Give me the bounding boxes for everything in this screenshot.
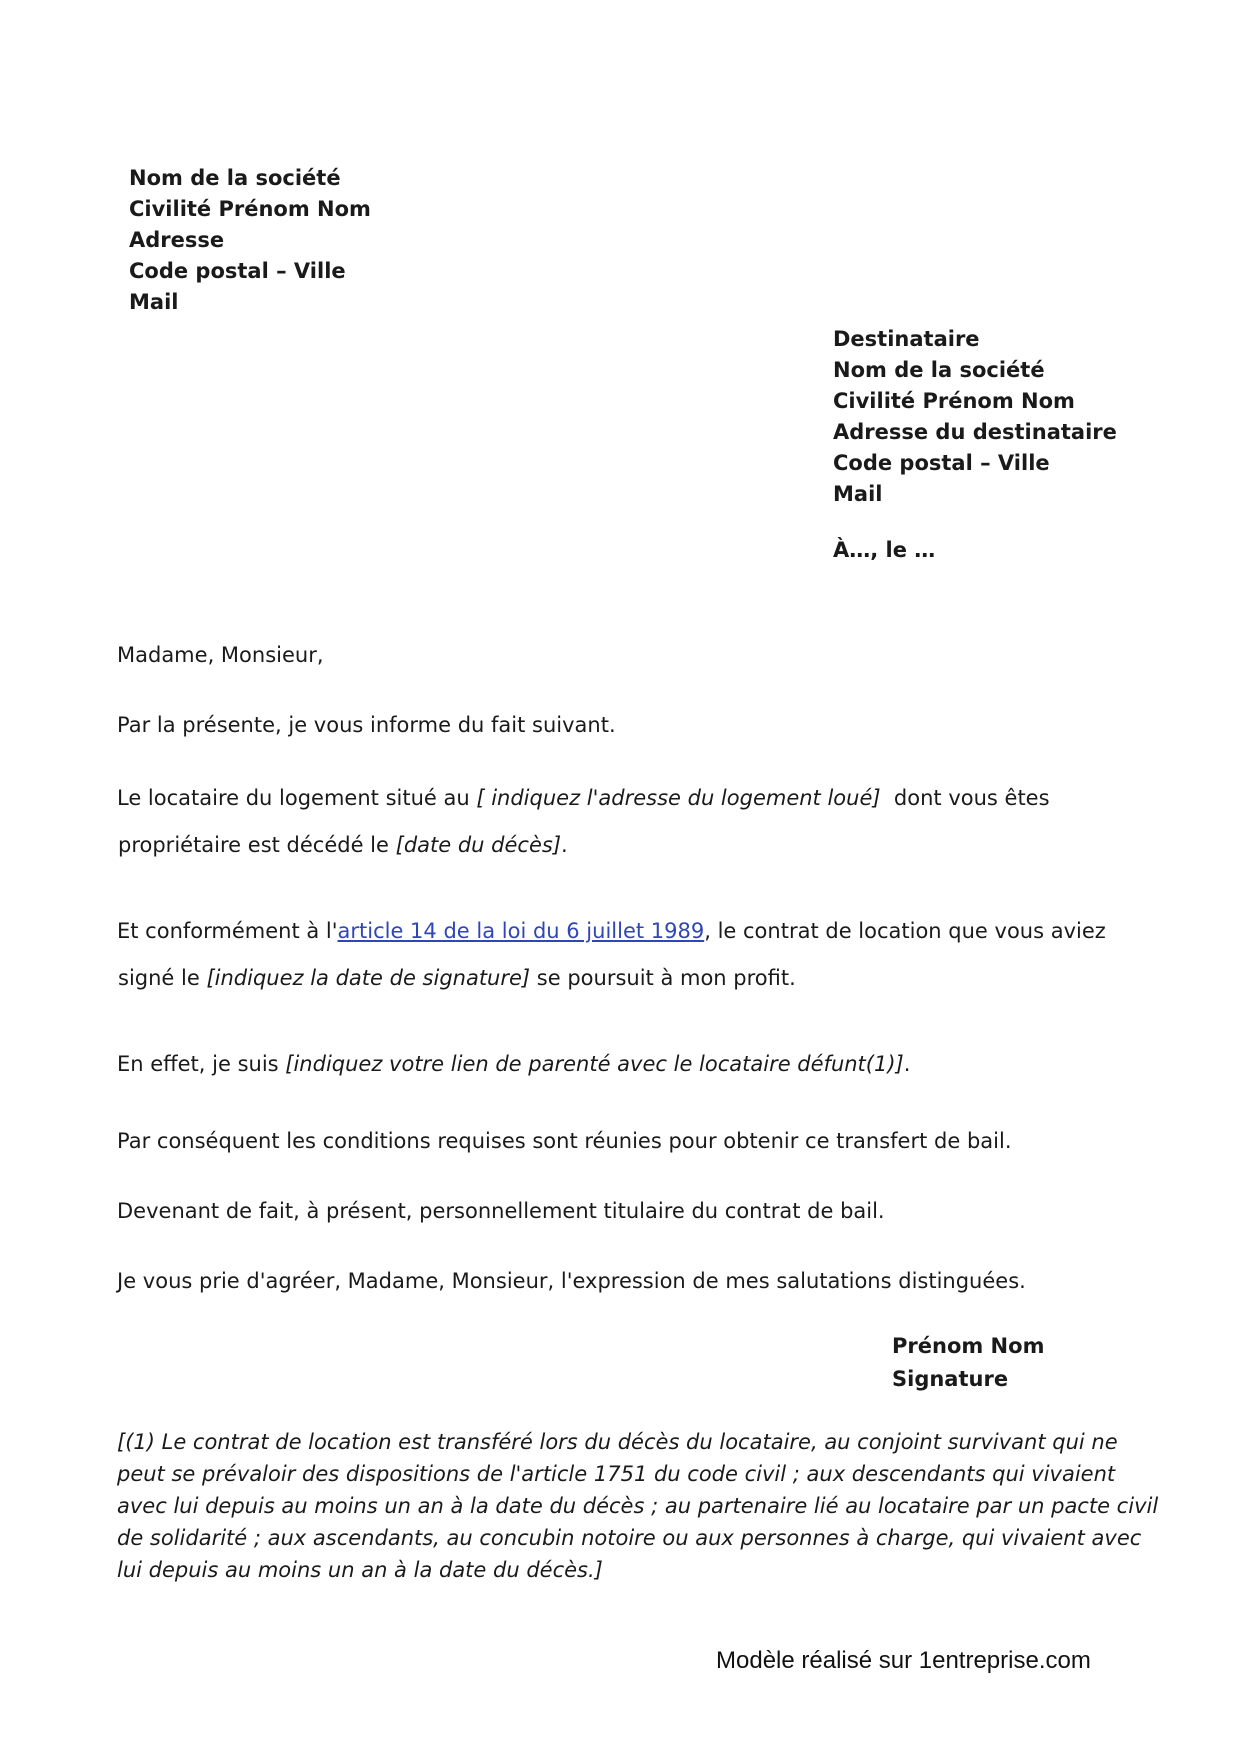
footnote-line: peut se prévaloir des dispositions de l'article 1751 du code civil ; aux descendants qui vivaient [117,1462,1116,1486]
sender-mail: Mail [129,290,179,314]
text: propriétaire est décédé le [118,833,396,857]
paragraph-law-line1 [117,916,1117,946]
recipient-company: Nom de la société [833,358,1045,382]
footnote [117,1426,1159,1586]
sender-company: Nom de la société [129,166,341,190]
place-date: À…, le … [833,538,936,562]
paragraph-law-line2 [117,963,1118,993]
paragraph-tenant-line2 [117,830,1118,860]
recipient-name: Civilité Prénom Nom [833,389,1075,413]
placeholder-signature-date: [indiquez la date de signature] [206,966,531,990]
paragraph-relation [117,1049,1117,1079]
law-article-link[interactable]: article 14 de la loi du 6 juillet 1989 [337,919,705,943]
paragraph-holder: Devenant de fait, à présent, personnellement titulaire du contrat de bail. [117,1199,885,1223]
footnote-line: de solidarité ; aux ascendants, au concubin notoire ou aux personnes à charge, qui vivaient avec [117,1526,1142,1550]
sender-block [129,163,371,318]
signature-name: Prénom Nom [892,1334,1045,1358]
text: , le contrat de location que vous aviez [704,919,1106,943]
text: . [561,833,568,857]
sender-postal-city: Code postal – Ville [129,259,346,283]
footnote-line: lui depuis au moins un an à la date du décès.] [117,1558,603,1582]
paragraph-tenant-line1 [117,783,1117,813]
paragraph-conditions: Par conséquent les conditions requises sont réunies pour obtenir ce transfert de bail. [117,1129,1012,1153]
placeholder-address: [ indiquez l'adresse du logement loué] [476,786,881,810]
recipient-label: Destinataire [833,327,980,351]
recipient-postal-city: Code postal – Ville [833,451,1050,475]
placeholder-relation: [indiquez votre lien de parenté avec le locataire défunt(1)] [285,1052,904,1076]
text: En effet, je suis [117,1052,286,1076]
text: . [903,1052,911,1076]
text: Le locataire du logement situé au [117,786,477,810]
text: Et conformément à l' [117,919,338,943]
footnote-line: [(1) Le contrat de location est transféré lors du décès du locataire, au conjoint survivant qui ne [117,1430,1118,1454]
text: se poursuit à mon profit. [530,966,796,990]
salutation: Madame, Monsieur, [117,643,324,667]
credit-text: Modèle réalisé sur 1entreprise.com [716,1647,1091,1674]
sender-name: Civilité Prénom Nom [129,197,371,221]
intro-paragraph: Par la présente, je vous informe du fait suivant. [117,713,616,737]
footnote-line: avec lui depuis au moins un an à la date du décès ; au partenaire lié au locataire par un pacte civil [117,1494,1159,1518]
signature-block [892,1330,1044,1396]
signature-label: Signature [892,1367,1009,1391]
text: dont vous êtes [880,786,1050,810]
sender-address: Adresse [129,228,225,252]
recipient-mail: Mail [833,482,883,506]
text: signé le [118,966,207,990]
placeholder-death-date: [date du décès] [395,833,562,857]
recipient-block [833,324,1117,510]
recipient-address: Adresse du destinataire [833,420,1117,444]
closing-formula: Je vous prie d'agréer, Madame, Monsieur, l'expression de mes salutations distinguées. [117,1269,1026,1293]
